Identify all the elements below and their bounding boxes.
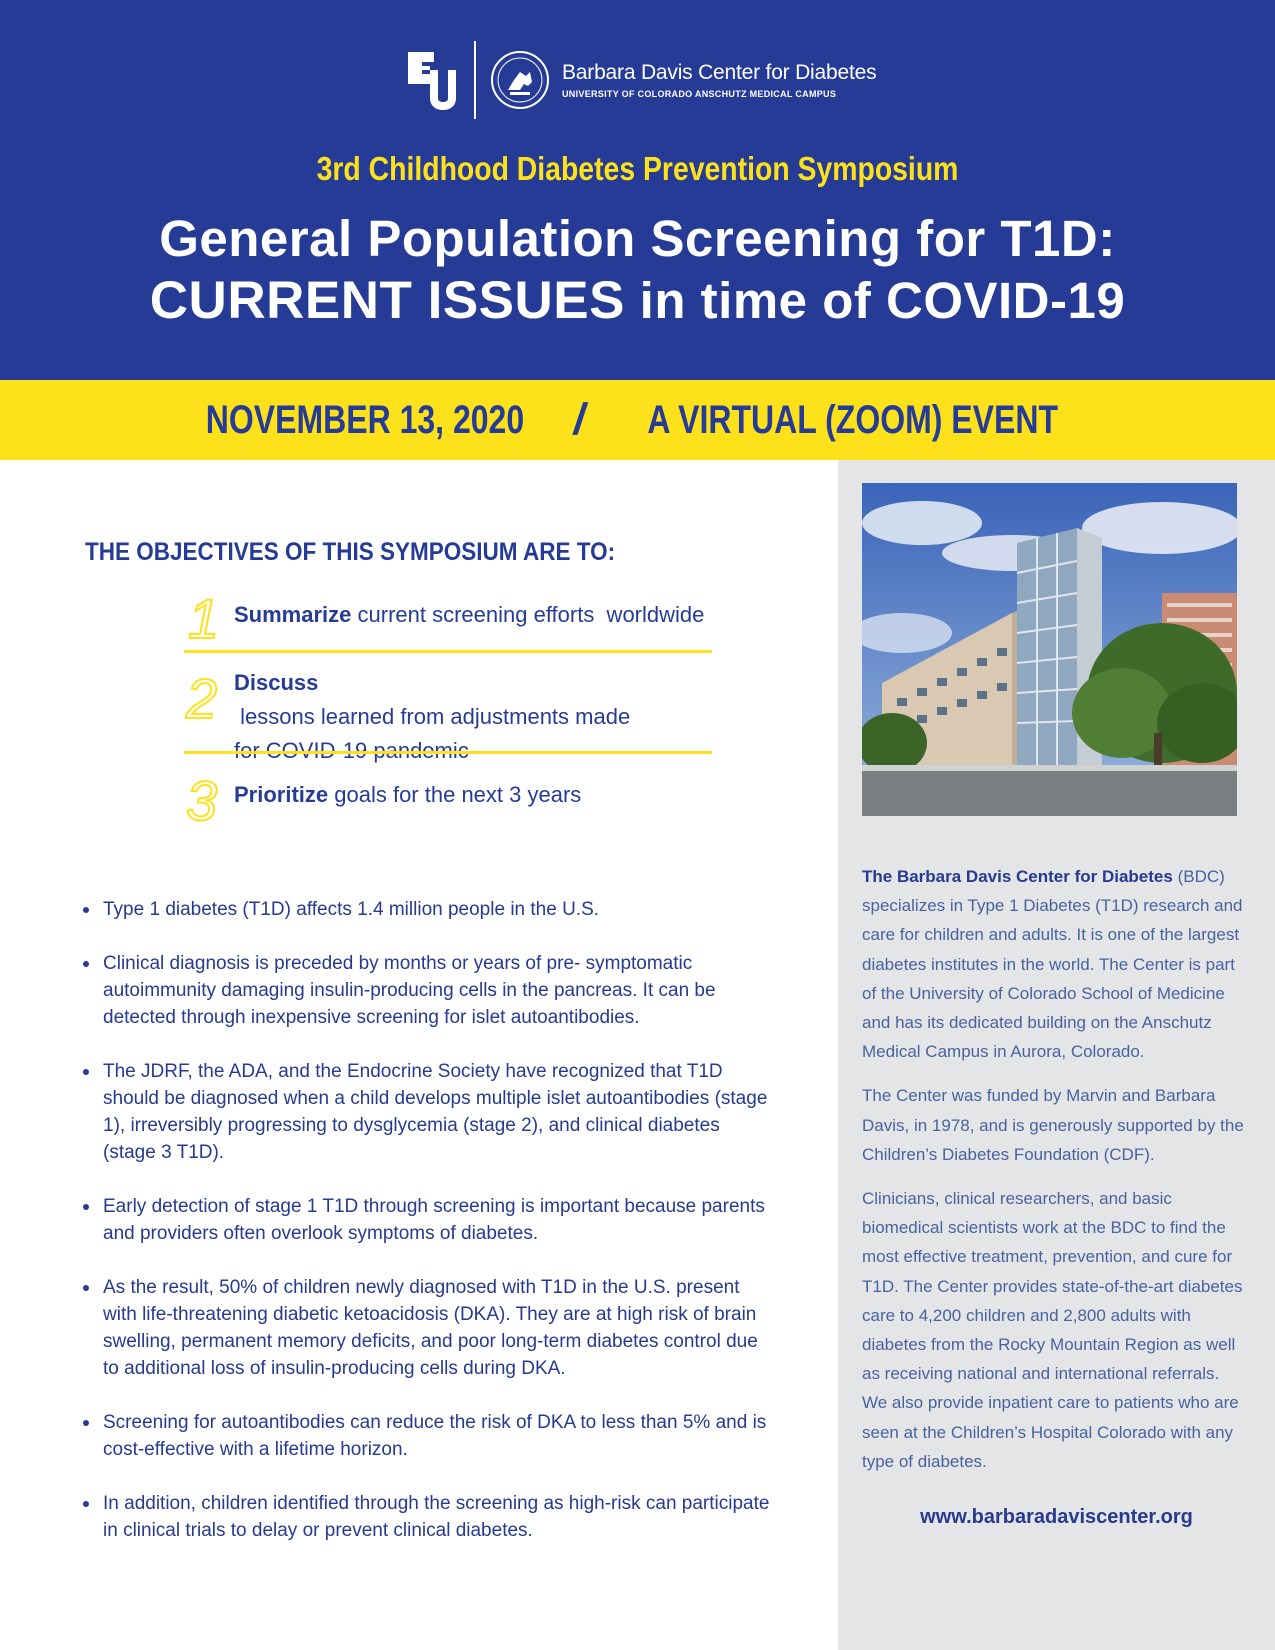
svg-text:1: 1 bbox=[188, 588, 220, 644]
about-paragraph-1 bbox=[862, 862, 1247, 1066]
objective-line1: goals for the next 3 years bbox=[328, 782, 582, 807]
about-paragraph-3: Clinicians, clinical researchers, and basic biomedical scientists work at the BDC to find the most effective treatment, prevention, and cure for T1D. The Center provides state-of-the-art diabetes care to 4,200 children and 2,800 adults with diabetes from the Rocky Mountain Region as well as receiving national and international referrals. We also provide inpatient care to patients who are seen at the Children’s Hospital Colorado with any type of diabetes. bbox=[862, 1189, 1243, 1471]
about-paragraph-2: The Center was funded by Marvin and Barbara Davis, in 1978, and is generously supported by the Children’s Diabetes Foundation (CDF). bbox=[862, 1086, 1244, 1164]
event-banner bbox=[0, 380, 1275, 460]
title-covid: COVID-19 bbox=[886, 272, 1126, 329]
logo-divider bbox=[474, 41, 476, 119]
org-name: Barbara Davis Center for Diabetes bbox=[562, 61, 877, 84]
event-format: A VIRTUAL (ZOOM) EVENT bbox=[647, 397, 1058, 442]
website-link[interactable]: www.barbaradaviscenter.org bbox=[920, 1506, 1193, 1528]
objective-text bbox=[234, 778, 581, 812]
about-paragraph-1-text: (BDC) specializes in Type 1 Diabetes (T1D) research and care for children and adults. It is one of the largest diabetes institutes in the world. The Center is part of the University of Colorado School of Medicine and has its dedicated building on the Anschutz Medical Campus in Aurora, Colorado. bbox=[862, 867, 1243, 1062]
objective-text bbox=[234, 598, 704, 632]
objective-divider bbox=[184, 751, 712, 754]
list-item: Type 1 diabetes (T1D) affects 1.4 million people in the U.S. bbox=[83, 896, 773, 923]
main-title-line2 bbox=[0, 270, 1275, 332]
bdc-seal-icon bbox=[490, 50, 550, 110]
main-title-line1: General Population Screening for T1D: bbox=[159, 210, 1116, 267]
building-photo bbox=[862, 483, 1237, 816]
main-title bbox=[0, 208, 1275, 332]
facts-list bbox=[83, 896, 773, 1571]
title-in-time-of: in time of bbox=[625, 272, 886, 329]
number-one-icon bbox=[184, 588, 224, 644]
number-two-icon bbox=[184, 666, 224, 726]
building-photo-illustration bbox=[862, 483, 1237, 816]
cu-logo-icon bbox=[404, 48, 460, 112]
logo-row bbox=[404, 40, 876, 120]
org-subtitle: UNIVERSITY OF COLORADO ANSCHUTZ MEDICAL CAMPUS bbox=[562, 89, 837, 99]
list-item: In addition, children identified through the screening as high-risk can participate in clinical trials to delay or prevent clinical diabetes. bbox=[83, 1490, 773, 1544]
objective-line1: current screening efforts worldwide bbox=[351, 602, 705, 627]
header-band bbox=[0, 0, 1275, 380]
about-org-name: The Barbara Davis Center for Diabetes bbox=[862, 867, 1173, 886]
objective-verb: Prioritize bbox=[234, 782, 329, 807]
list-item: Screening for autoantibodies can reduce the risk of DKA to less than 5% and is cost-effective with a lifetime horizon. bbox=[83, 1409, 773, 1463]
objectives-heading: THE OBJECTIVES OF THIS SYMPOSIUM ARE TO: bbox=[85, 538, 616, 566]
objective-divider bbox=[184, 650, 712, 653]
objective-verb: Summarize bbox=[234, 602, 352, 627]
symposium-title: 3rd Childhood Diabetes Prevention Symposium bbox=[316, 150, 959, 187]
svg-text:3: 3 bbox=[186, 770, 218, 826]
list-item: Clinical diagnosis is preceded by months or years of pre- symptomatic autoimmunity damaging insulin-producing cells in the pancreas. It can be detected through inexpensive screening for islet autoantibodies. bbox=[83, 950, 773, 1031]
event-date: NOVEMBER 13, 2020 bbox=[205, 397, 524, 442]
objective-line1: lessons learned from adjustments made bbox=[234, 704, 631, 729]
svg-text:2: 2 bbox=[186, 667, 218, 726]
org-text bbox=[562, 61, 876, 99]
list-item: Early detection of stage 1 T1D through screening is important because parents and providers often overlook symptoms of diabetes. bbox=[83, 1193, 773, 1247]
about-text bbox=[862, 862, 1247, 1491]
objective-verb: Discuss bbox=[234, 670, 319, 695]
list-item: As the result, 50% of children newly diagnosed with T1D in the U.S. present with life-threatening diabetic ketoacidosis (DKA). They are at high risk of brain swelling, permanent memory deficits, and poor long-term diabetes control due to additional loss of insulin-producing cells during DKA. bbox=[83, 1274, 773, 1382]
list-item: The JDRF, the ADA, and the Endocrine Society have recognized that T1D should be diagnosed when a child develops multiple islet autoantibodies (stage 1), irreversibly progressing to dysglycemia (stage 2), and clinical diabetes (stage 3 T1D). bbox=[83, 1058, 773, 1166]
number-three-icon bbox=[184, 770, 224, 826]
banner-separator: / bbox=[570, 395, 590, 444]
title-current-issues: CURRENT ISSUES bbox=[149, 271, 625, 330]
